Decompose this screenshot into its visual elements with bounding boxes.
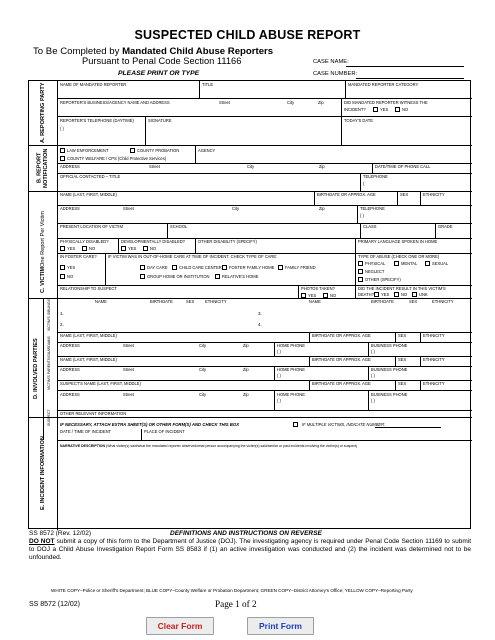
witness-yes-label: YES bbox=[380, 107, 389, 112]
incident-place-label: PLACE OF INCIDENT bbox=[144, 429, 185, 434]
physical-label: PHYSICAL bbox=[365, 261, 386, 266]
sibling-birthdate-header-2: BIRTHDATE bbox=[371, 299, 394, 304]
suspect-city-label: City bbox=[199, 392, 207, 397]
incident-datetime-label: DATE / TIME OF INCIDENT bbox=[60, 429, 112, 434]
parent1-business-phone-label: BUSINESS PHONE bbox=[371, 343, 408, 348]
suspect-name-label: SUSPECT'S NAME (LAST, FIRST, MIDDLE) bbox=[60, 381, 141, 386]
reporter-title-label: TITLE bbox=[202, 82, 214, 87]
relative-home-checkbox[interactable] bbox=[215, 274, 220, 279]
parent1-ethnicity-label: ETHNICITY bbox=[423, 333, 445, 338]
suspect-home-phone-label: HOME PHONE bbox=[277, 392, 305, 397]
reporter-name-label: NAME OF MANDATED REPORTER bbox=[60, 82, 127, 87]
witness-question: DID MANDATED REPORTER WITNESS THE bbox=[344, 100, 428, 105]
report-form bbox=[28, 80, 471, 529]
death-no-checkbox[interactable] bbox=[394, 292, 399, 297]
abuse-type-label: TYPE OF ABUSE (CHECK ONE OR MORE) bbox=[358, 254, 440, 259]
case-name-label: CASE NAME: bbox=[313, 59, 349, 65]
victim-ethnicity-label: ETHNICITY bbox=[423, 192, 445, 197]
parent2-business-phone-field[interactable]: ( ) bbox=[371, 373, 375, 378]
other-abuse-label: OTHER (SPECIFY) bbox=[365, 277, 401, 282]
suspect-ethnicity-label: ETHNICITY bbox=[423, 381, 445, 386]
reporter-category-label: MANDATED REPORTER CATEGORY bbox=[348, 82, 419, 87]
foster-family-home-label: FOSTER FAMILY HOME bbox=[229, 265, 275, 270]
witness-question-2: INCIDENT? bbox=[344, 107, 366, 112]
suspect-birthdate-label: BIRTHDATE OR APPROX. AGE bbox=[312, 381, 371, 386]
sibling-sex-header-2: SEX bbox=[409, 299, 418, 304]
signature-label: SIGNATURE bbox=[148, 118, 172, 123]
b-telephone-label: TELEPHONE bbox=[363, 174, 388, 179]
parent1-address-label: ADDRESS bbox=[60, 343, 80, 348]
suspect-business-phone-field[interactable]: ( ) bbox=[371, 398, 375, 403]
parent1-sex-label: SEX bbox=[398, 333, 407, 338]
foster-no-checkbox[interactable] bbox=[60, 274, 65, 279]
neglect-checkbox[interactable] bbox=[358, 269, 363, 274]
parent1-birthdate-label: BIRTHDATE OR APPROX. AGE bbox=[312, 333, 371, 338]
school-label: SCHOOL bbox=[170, 224, 188, 229]
physical-abuse-checkbox[interactable] bbox=[358, 261, 363, 266]
sibling-name-header: NAME bbox=[95, 299, 107, 304]
print-form-button[interactable] bbox=[247, 617, 314, 635]
witness-yes-checkbox[interactable] bbox=[373, 107, 378, 112]
parent1-home-phone-label: HOME PHONE bbox=[277, 343, 305, 348]
class-label: CLASS bbox=[363, 224, 377, 229]
suspect-zip-label: Zip bbox=[243, 392, 249, 397]
parent2-sex-label: SEX bbox=[398, 357, 407, 362]
sexual-label: SEXUAL bbox=[432, 261, 449, 266]
witness-no-label: NO bbox=[402, 107, 409, 112]
other-disability-label: OTHER DISABILITY (SPECIFY) bbox=[198, 239, 257, 244]
case-number-label: CASE NUMBER: bbox=[313, 71, 358, 77]
mental-abuse-checkbox[interactable] bbox=[394, 261, 399, 266]
official-contacted-label: OFFICIAL CONTACTED – TITLE bbox=[60, 174, 121, 179]
b-city-label: City bbox=[247, 164, 255, 169]
c-zip-label: Zip bbox=[319, 206, 325, 211]
death-yes-checkbox[interactable] bbox=[374, 292, 379, 297]
subtitle-prefix: To Be Completed by bbox=[33, 46, 123, 57]
dev-yes-label: YES bbox=[128, 246, 137, 251]
sibling-row-4[interactable]: 4. bbox=[258, 322, 262, 327]
victim-birthdate-label: BIRTHDATE OR APPROX. AGE bbox=[317, 192, 376, 197]
suspect-sex-label: SEX bbox=[398, 381, 407, 386]
section-c-title: C. VICTIM bbox=[39, 266, 46, 293]
other-info-label: OTHER RELEVANT INFORMATION bbox=[60, 411, 127, 416]
dev-disabled-no-checkbox[interactable] bbox=[143, 246, 148, 251]
parent2-ethnicity-label: ETHNICITY bbox=[423, 357, 445, 362]
relative-home-label: RELATIVE'S HOME bbox=[222, 274, 259, 279]
attach-sheets-checkbox[interactable] bbox=[293, 422, 298, 427]
mental-label: MENTAL bbox=[401, 261, 418, 266]
victim-name-label: NAME (LAST, FIRST, MIDDLE) bbox=[60, 192, 117, 197]
parent2-home-phone-field[interactable]: ( ) bbox=[277, 373, 281, 378]
dev-no-label: NO bbox=[150, 246, 157, 251]
sibling-row-3[interactable]: 3. bbox=[258, 311, 262, 316]
sexual-abuse-checkbox[interactable] bbox=[425, 261, 430, 266]
photos-yes-label: YES bbox=[308, 293, 317, 298]
parent2-zip-label: Zip bbox=[243, 367, 249, 372]
section-d-label: D. INVOLVED PARTIES bbox=[32, 338, 39, 400]
foster-yes-checkbox[interactable] bbox=[60, 265, 65, 270]
phys-disabled-no-checkbox[interactable] bbox=[82, 246, 87, 251]
today-date-label: TODAY'S DATE bbox=[344, 118, 373, 123]
witness-no-checkbox[interactable] bbox=[395, 107, 400, 112]
foster-care-label: IN FOSTER CARE? bbox=[60, 254, 97, 259]
section-a-label: A. REPORTING PARTY bbox=[39, 82, 46, 144]
sibling-row-1[interactable]: 1. bbox=[60, 311, 64, 316]
business-label: REPORTER'S BUSINESS/AGENCY NAME AND ADDRESS bbox=[60, 100, 170, 105]
sibling-sex-header: SEX bbox=[186, 299, 195, 304]
foster-family-home-checkbox[interactable] bbox=[222, 265, 227, 270]
suspect-business-phone-label: BUSINESS PHONE bbox=[371, 392, 408, 397]
print-form-label: Print Form bbox=[259, 621, 302, 631]
suspect-street-label: Street bbox=[123, 392, 134, 397]
instructions-rest: submit a copy of this form to the Department of Justice (DOJ). The investigating agency is required under Penal Code Section 11169 to submit to DOJ a Child Abuse Investigation Report Form SS 8583 if (1) an active investigation was conducted and (2) the incident was determined not to be unfounded. bbox=[29, 538, 471, 561]
a-zip-label: Zip bbox=[318, 100, 324, 105]
dev-disabled-yes-checkbox[interactable] bbox=[121, 246, 126, 251]
photos-no-label: NO bbox=[330, 293, 337, 298]
section-e-label: E. INCIDENT INFORMATION bbox=[39, 436, 46, 511]
phys-disabled-label: PHYSICALLY DISABLED? bbox=[60, 239, 109, 244]
death-question: DID THE INCIDENT RESULT IN THIS VICTIM'S bbox=[358, 286, 446, 291]
out-of-home-label: IF VICTIM WAS IN OUT-OF-HOME CARE AT TIME OF INCIDENT, CHECK TYPE OF CARE: bbox=[108, 254, 278, 259]
suspect-address-label: ADDRESS bbox=[60, 392, 80, 397]
print-note: PLEASE PRINT OR TYPE bbox=[118, 70, 200, 77]
relationship-label: RELATIONSHIP TO SUSPECT bbox=[60, 286, 117, 291]
b-telephone-field[interactable]: ( bbox=[363, 181, 365, 186]
neglect-label: NEGLECT bbox=[365, 269, 385, 274]
parent1-street-label: Street bbox=[123, 343, 134, 348]
law-enforcement-label: LAW ENFORCEMENT bbox=[67, 148, 109, 153]
photos-label: PHOTOS TAKEN? bbox=[301, 286, 335, 291]
law-enforcement-checkbox[interactable] bbox=[60, 148, 65, 153]
section-b-label: B. REPORT NOTIFICATION bbox=[36, 148, 49, 188]
other-abuse-checkbox[interactable] bbox=[358, 277, 363, 282]
sibling-row-2[interactable]: 2. bbox=[60, 322, 64, 327]
call-datetime-label: DATE/TIME OF PHONE CALL bbox=[375, 164, 431, 169]
family-friend-checkbox[interactable] bbox=[278, 265, 283, 270]
group-home-label: GROUP HOME OR INSTITUTION bbox=[147, 274, 210, 279]
suspect-side-label: SUSPECT bbox=[47, 409, 52, 426]
parent2-birthdate-label: BIRTHDATE OR APPROX. AGE bbox=[312, 357, 371, 362]
day-care-checkbox[interactable] bbox=[140, 265, 145, 270]
parent1-zip-label: Zip bbox=[243, 343, 249, 348]
agency-label: AGENCY bbox=[198, 148, 216, 153]
case-name-field[interactable] bbox=[346, 66, 464, 67]
grade-label: GRADE bbox=[438, 224, 453, 229]
form-id-rev: SS 8572 (Rev. 12/02) bbox=[29, 530, 92, 537]
death-unk-label: UNK bbox=[419, 292, 428, 297]
phys-disabled-yes-checkbox[interactable] bbox=[60, 246, 65, 251]
parent2-business-phone-label: BUSINESS PHONE bbox=[371, 367, 408, 372]
attach-note: IF NECESSARY, ATTACH EXTRA SHEET(S) OR OTHER FORM(S) AND CHECK THIS BOX bbox=[60, 422, 240, 427]
victim-telephone-label: TELEPHONE bbox=[360, 206, 385, 211]
subtitle-bold: Mandated Child Abuse Reporters bbox=[122, 46, 274, 57]
suspect-home-phone-field[interactable]: ( ) bbox=[277, 398, 281, 403]
child-care-center-label: CHILD CARE CENTER bbox=[179, 265, 222, 270]
county-welfare-checkbox[interactable] bbox=[60, 156, 65, 161]
reporter-phone-label: REPORTER'S TELEPHONE (DAYTIME) bbox=[60, 118, 134, 123]
multiple-victims-label: IF MULTIPLE VICTIMS, INDICATE NUMBER: bbox=[302, 422, 386, 427]
c-street-label: Street bbox=[123, 206, 134, 211]
parent2-street-label: Street bbox=[123, 367, 134, 372]
foster-yes-label: YES bbox=[67, 265, 76, 270]
c-city-label: City bbox=[232, 206, 240, 211]
definitions-note: DEFINITIONS AND INSTRUCTIONS ON REVERSE bbox=[170, 530, 322, 537]
group-home-checkbox[interactable] bbox=[140, 274, 145, 279]
section-c-subtitle: One Report Per Victim bbox=[39, 211, 46, 267]
language-label: PRIMARY LANGUAGE SPOKEN IN HOME bbox=[358, 239, 438, 244]
victim-sex-label: SEX bbox=[400, 192, 409, 197]
statute-line: Pursuant to Penal Code Section 11166 bbox=[82, 56, 242, 66]
county-probation-checkbox[interactable] bbox=[130, 148, 135, 153]
sibling-name-header-2: NAME bbox=[309, 299, 321, 304]
b-street-label: Street bbox=[149, 164, 160, 169]
sibling-ethnicity-header: ETHNICITY bbox=[205, 299, 227, 304]
form-title: SUSPECTED CHILD ABUSE REPORT bbox=[134, 28, 361, 42]
instructions-text bbox=[29, 538, 471, 562]
form-id: SS 8572 (12/02) bbox=[29, 601, 80, 608]
parent1-home-phone-field[interactable]: ( ) bbox=[277, 349, 281, 354]
narrative-field[interactable] bbox=[59, 450, 470, 528]
parent2-city-label: City bbox=[199, 367, 207, 372]
parent2-address-label: ADDRESS bbox=[60, 367, 80, 372]
death-yes-label: YES bbox=[381, 292, 390, 297]
narrative-label bbox=[60, 444, 357, 448]
reporter-phone-field[interactable]: ( ) bbox=[60, 126, 64, 131]
copy-distribution: WHITE COPY–Police or Sheriff's Department; BLUE COPY–County Welfare or Probation Department; GREEN COPY–District Attorney's Office; YELLOW COPY–Reporting Party bbox=[51, 588, 413, 593]
dev-disabled-label: DEVELOPMENTALLY DISABLED? bbox=[121, 239, 185, 244]
a-city-label: City bbox=[287, 100, 295, 105]
do-not-text: DO NOT bbox=[29, 538, 55, 545]
clear-form-button[interactable] bbox=[146, 617, 214, 635]
death-question-2: DEATH? bbox=[358, 292, 374, 297]
sibling-ethnicity-header-2: ETHNICITY bbox=[432, 299, 454, 304]
a-street-label: Street bbox=[219, 100, 230, 105]
parent2-name-label: NAME (LAST, FIRST, MIDDLE) bbox=[60, 357, 117, 362]
parent1-city-label: City bbox=[199, 343, 207, 348]
b-address-label: ADDRESS bbox=[60, 164, 80, 169]
b-zip-label: Zip bbox=[319, 164, 325, 169]
narrative-rest: (What victim(s) said/what the mandated reporter observed/what person accompanying the victim(s) said/similar or past incidents involving the victim(s) or suspect) bbox=[105, 444, 358, 448]
page-indicator: Page 1 of 2 bbox=[215, 599, 257, 609]
phys-yes-label: YES bbox=[67, 246, 76, 251]
family-friend-label: FAMILY FRIEND bbox=[285, 265, 316, 270]
present-location-label: PRESENT LOCATION OF VICTIM bbox=[60, 224, 123, 229]
sibling-birthdate-header: BIRTHDATE bbox=[150, 299, 173, 304]
narrative-bold: NARRATIVE DESCRIPTION bbox=[60, 444, 106, 448]
parents-side-label: VICTIM'S PARENTS/GUARDIANS bbox=[47, 336, 52, 391]
parent1-name-label: NAME (LAST, FIRST, MIDDLE) bbox=[60, 333, 117, 338]
parent2-home-phone-label: HOME PHONE bbox=[277, 367, 305, 372]
phys-no-label: NO bbox=[89, 246, 96, 251]
county-probation-label: COUNTY PROBATION bbox=[137, 148, 180, 153]
section-c-label bbox=[29, 191, 57, 313]
death-unk-checkbox[interactable] bbox=[412, 292, 417, 297]
siblings-side-label: VICTIM'S SIBLINGS bbox=[47, 299, 52, 331]
county-welfare-label: COUNTY WELFARE / CPS (Child Protective Services) bbox=[67, 156, 167, 161]
victim-address-label: ADDRESS bbox=[60, 206, 80, 211]
case-number-field[interactable] bbox=[356, 78, 464, 79]
foster-no-label: NO bbox=[67, 274, 74, 279]
clear-form-label: Clear Form bbox=[157, 621, 203, 631]
child-care-center-checkbox[interactable] bbox=[172, 265, 177, 270]
day-care-label: DAY CARE bbox=[147, 265, 168, 270]
victim-telephone-field[interactable]: ( ) bbox=[360, 213, 364, 218]
parent1-business-phone-field[interactable]: ( ) bbox=[371, 349, 375, 354]
death-no-label: NO bbox=[401, 292, 408, 297]
